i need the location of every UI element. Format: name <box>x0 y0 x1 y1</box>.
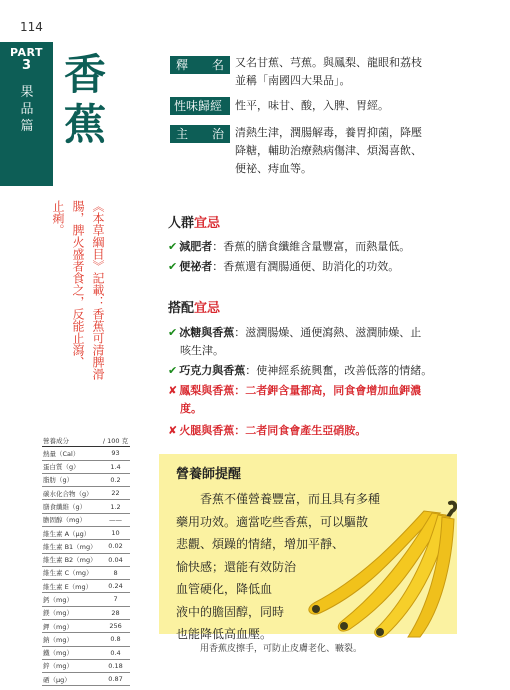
nutrition-value: 8 <box>101 566 130 579</box>
pairing-item-label: 巧克力與香蕉 <box>179 364 246 377</box>
people-item-text: ：香蕉的膳食纖維含量豐富，而熱量低。 <box>212 240 411 253</box>
people-item-text: ：香蕉還有潤腸通便、助消化的功效。 <box>212 260 400 273</box>
nutrition-nutrient: 碳水化合物（g） <box>42 487 101 500</box>
nutrition-row <box>42 473 130 486</box>
tip-line-3: 悲觀、煩躁的情緒，增加平靜、 <box>176 537 345 551</box>
tip-line-2: 藥用功效。適當吃些香蕉，可以驅散 <box>176 514 369 529</box>
nutrition-nutrient: 維生素 A（μg） <box>42 526 101 539</box>
nutrition-value: 1.2 <box>101 500 130 513</box>
nutrition-nutrient: 鋅（mg） <box>42 659 101 672</box>
nutrition-row <box>42 447 130 460</box>
nutrition-nutrient: 維生素 B1（mg） <box>42 540 101 553</box>
nutrition-nutrient: 膽固醇（mg） <box>42 513 101 526</box>
nutrition-table <box>42 434 130 686</box>
nutrition-nutrient: 維生素 B2（mg） <box>42 553 101 566</box>
pairing-bad-text: 鳳梨與香蕉：二者鉀含量都高，同食會增加血鉀濃 <box>179 384 422 397</box>
people-item-1 <box>168 238 468 256</box>
nutrition-nutrient: 鐵（mg） <box>42 646 101 659</box>
part-section-name: 果品篇 <box>20 85 34 134</box>
nutrition-nutrient: 鎂（mg） <box>42 606 101 619</box>
alias-text-line-2: 並稱「南國四大果品」。 <box>235 74 351 87</box>
tip-line-6: 液中的膽固醇，同時 <box>176 604 285 619</box>
tip-line-1: 香蕉不僅營養豐富，而且具有多種 <box>200 492 381 506</box>
indication-text-line-1: 清熱生津，潤腸解毒，養胃抑菌，降壓 <box>235 126 422 139</box>
nutrition-row <box>42 513 130 526</box>
nutrition-nutrient: 硒（μg） <box>42 673 101 686</box>
nutrition-row <box>42 659 130 672</box>
check-icon: ✔ <box>168 240 178 253</box>
nature-label: 性味歸經 <box>170 97 230 115</box>
nature-text: 性平，味甘、酸，入脾、胃經。 <box>235 99 389 112</box>
photo-caption: 用香蕉皮擦手，可防止皮膚老化、皸裂。 <box>200 644 363 654</box>
pairing-item-text: ：滋潤腸燥、通便瀉熱、滋潤肺燥、止 <box>234 326 422 339</box>
indication-label-char-1: 主 <box>176 127 189 141</box>
nutrition-row <box>42 646 130 659</box>
cross-icon: ✘ <box>168 384 178 397</box>
nutrition-row <box>42 566 130 579</box>
pairing-item-continuation: 咳生津。 <box>180 344 224 357</box>
nutrition-nutrient: 熱量（Cal） <box>42 447 101 460</box>
nutrition-row <box>42 619 130 632</box>
nutrition-row <box>42 633 130 646</box>
check-icon: ✔ <box>168 326 178 339</box>
pairing-bad-text: 火腿與香蕉：二者同食會產生亞硝胺。 <box>179 424 367 437</box>
pairing-item-text: ：使神經系統興奮，改善低落的情緒。 <box>245 364 433 377</box>
nutrition-row <box>42 500 130 513</box>
nutrition-nutrient: 維生素 E（mg） <box>42 580 101 593</box>
people-item-2 <box>168 258 468 276</box>
people-heading-highlight: 宜忌 <box>194 216 221 231</box>
nutrition-value: 28 <box>101 606 130 619</box>
tip-title: 營養師提醒 <box>176 467 242 482</box>
nutrition-nutrient: 鈉（mg） <box>42 633 101 646</box>
tip-line-7: 也能降低高血壓。 <box>176 627 273 641</box>
people-item-label: 減肥者 <box>179 240 213 253</box>
nutrition-nutrient: 蛋白質（g） <box>42 460 101 473</box>
nutrition-row <box>42 460 130 473</box>
indication-text <box>235 124 465 178</box>
nutrition-value: 256 <box>101 619 130 632</box>
nutrition-value: 0.8 <box>101 633 130 646</box>
pairing-bad-continuation: 度。 <box>180 402 202 415</box>
indication-label <box>170 125 230 143</box>
nutrition-value: 0.24 <box>101 580 130 593</box>
nutrition-nutrient: 鈣（mg） <box>42 593 101 606</box>
alias-label-char-2: 名 <box>211 58 224 72</box>
nutrition-row <box>42 526 130 539</box>
nutrition-value: —— <box>101 513 130 526</box>
nutrition-value: 0.02 <box>101 540 130 553</box>
nutrition-row <box>42 606 130 619</box>
quote-column-2: 腸，脾火盛者食之，反能止瀉、 <box>71 200 85 368</box>
nutrition-value: 1.4 <box>101 460 130 473</box>
nutrition-nutrient: 鉀（mg） <box>42 619 101 632</box>
nutrition-row <box>42 580 130 593</box>
part-label: PART <box>9 46 44 59</box>
pairing-ok-item-1 <box>168 324 468 360</box>
nutrition-row <box>42 553 130 566</box>
page-title: 香蕉 <box>64 50 107 149</box>
pairing-bad-item-1 <box>168 382 468 418</box>
nutrition-value: 0.2 <box>101 473 130 486</box>
indication-label-char-2: 治 <box>211 127 224 141</box>
nutrition-nutrient: 維生素 C（mg） <box>42 566 101 579</box>
quote-column-3: 止痢。 <box>51 200 65 236</box>
people-heading <box>168 212 220 231</box>
pairing-heading <box>168 297 220 316</box>
check-icon: ✔ <box>168 260 178 273</box>
alias-text-line-1: 又名甘蕉、芎蕉。與鳳梨、龍眼和荔枝 <box>235 56 422 69</box>
tip-line-5: 血管硬化，降低血 <box>176 582 273 596</box>
people-item-label: 便祕者 <box>179 260 213 273</box>
nutrition-row <box>42 487 130 500</box>
nutrition-header-unit: / 100 克 <box>101 434 130 447</box>
tip-text <box>176 488 416 646</box>
part-number: 3 <box>21 58 32 73</box>
nutrition-header-name: 營養成分 <box>42 434 101 447</box>
nutrition-row <box>42 593 130 606</box>
nutrition-value: 93 <box>101 447 130 460</box>
alias-label <box>170 56 230 74</box>
pairing-item-label: 冰糖與香蕉 <box>179 326 235 339</box>
indication-text-line-3: 便祕、痔血等。 <box>235 162 312 175</box>
pairing-heading-prefix: 搭配 <box>168 301 195 316</box>
part-tab <box>0 42 53 186</box>
nutrition-value: 0.4 <box>101 646 130 659</box>
page-number: 114 <box>20 20 43 34</box>
nutrition-value: 7 <box>101 593 130 606</box>
people-heading-prefix: 人群 <box>168 216 195 231</box>
nutrition-value: 22 <box>101 487 130 500</box>
nutrition-nutrient: 膳食纖維（g） <box>42 500 101 513</box>
nutrition-value: 0.04 <box>101 553 130 566</box>
quote-column-1: 《本草綱目》記載：香蕉可清脾滑 <box>91 200 105 380</box>
tip-line-4: 愉快感；還能有效防治 <box>176 559 297 574</box>
nutrition-value: 0.18 <box>101 659 130 672</box>
cross-icon: ✘ <box>168 424 178 437</box>
nutrition-row <box>42 540 130 553</box>
pairing-heading-highlight: 宜忌 <box>194 301 221 316</box>
indication-text-line-2: 降糖，輔助治療熱病傷津、煩渴喜飲、 <box>235 144 422 157</box>
nutrition-header-row <box>42 434 130 447</box>
pairing-bad-item-2 <box>168 422 468 440</box>
alias-text <box>235 54 465 90</box>
check-icon: ✔ <box>168 364 178 377</box>
pairing-ok-item-2 <box>168 362 468 380</box>
alias-label-char-1: 釋 <box>176 58 189 72</box>
nutrition-row <box>42 673 130 686</box>
nutrition-value: 0.87 <box>101 673 130 686</box>
nutrition-value: 10 <box>101 526 130 539</box>
nutrition-nutrient: 脂肪（g） <box>42 473 101 486</box>
